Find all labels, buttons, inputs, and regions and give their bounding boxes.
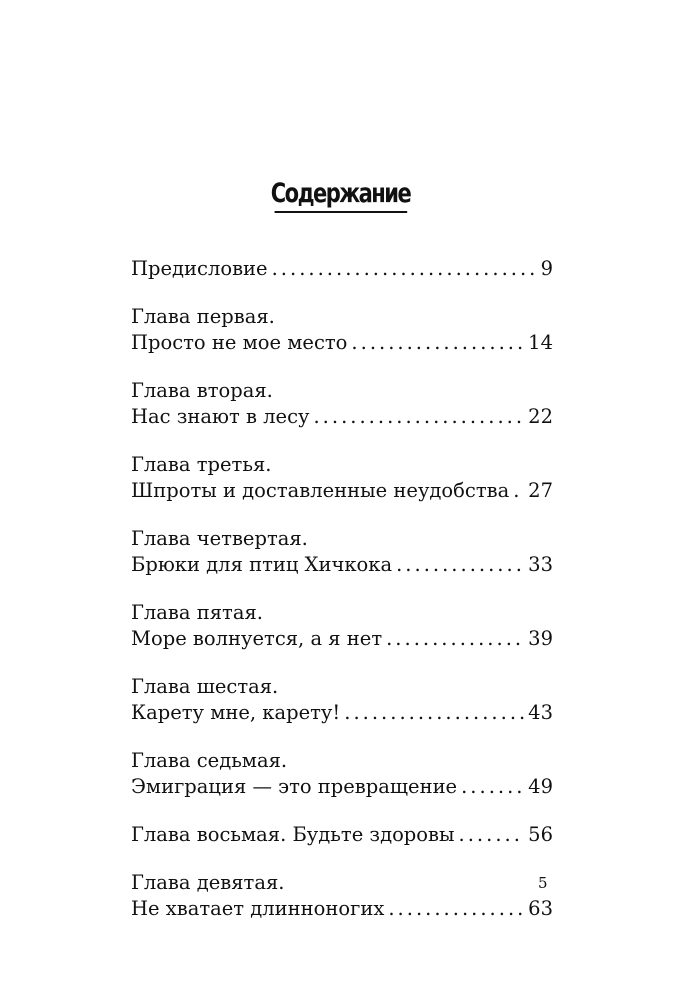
toc-line [131,626,553,652]
toc-line [131,822,553,848]
toc-entry-title: Глава восьмая. Будьте здоровы [131,823,455,846]
toc-entry-title: Не хватает длинноногих [131,897,385,920]
page-title [75,178,606,213]
toc-entry-chapter: Глава четвертая. [131,527,308,550]
toc-entry-chapter: Глава вторая. [131,379,273,402]
toc-entry-chapter-3[interactable] [131,452,553,504]
toc-entry-page: 39 [528,627,553,650]
toc-entry-chapter-4[interactable] [131,526,553,578]
toc-entry-page: 43 [528,701,553,724]
toc-entry-chapter: Глава третья. [131,453,272,476]
toc-entry-chapter: Глава седьмая. [131,749,288,772]
toc-entry-chapter: Глава шестая. [131,675,279,698]
toc-entry-title: Эмиграция — это превращение [131,775,458,798]
toc-line [131,256,553,282]
toc-entry-page: 27 [528,479,553,502]
toc-leader-dots [351,330,524,356]
toc-entry-chapter: Глава девятая. [131,871,285,894]
toc-entry-title: Брюки для птиц Хичкока [131,553,393,576]
toc-leader-dots [461,774,524,800]
toc-line [131,896,553,922]
toc-entry-chapter-6[interactable] [131,674,553,726]
toc-entry-page: 63 [528,897,553,920]
toc-leader-dots [388,896,524,922]
toc-leader-dots [513,478,524,504]
toc-line [131,330,553,356]
toc-entry-chapter: Глава пятая. [131,601,263,624]
toc-entry-title: Карету мне, карету! [131,701,341,724]
table-of-contents [131,256,553,944]
toc-entry-title: Шпроты и доставленные неудобства [131,479,510,502]
toc-entry-title: Море волнуется, а я нет [131,627,383,650]
toc-line [131,404,553,430]
page-number: 5 [538,874,548,892]
toc-line [131,774,553,800]
toc-line [131,700,553,726]
toc-leader-dots [313,404,524,430]
toc-entry-page: 49 [528,775,553,798]
page-title-text: Содержание [270,178,411,209]
toc-entry-chapter-2[interactable] [131,378,553,430]
toc-entry-page: 14 [528,331,553,354]
toc-line [131,478,553,504]
toc-entry-preface[interactable] [131,256,553,282]
toc-entry-page: 22 [528,405,553,428]
toc-leader-dots [344,700,524,726]
title-underline [274,211,407,213]
toc-entry-chapter-7[interactable] [131,748,553,800]
toc-line [131,552,553,578]
toc-leader-dots [386,626,524,652]
toc-entry-page: 33 [528,553,553,576]
toc-entry-title: Предисловие [131,257,268,280]
toc-entry-chapter-8[interactable] [131,822,553,848]
toc-leader-dots [459,822,525,848]
toc-entry-chapter: Глава первая. [131,305,275,328]
toc-entry-page: 9 [540,257,553,280]
toc-entry-chapter-1[interactable] [131,304,553,356]
toc-entry-page: 56 [528,823,553,846]
toc-entry-chapter-9[interactable] [131,870,553,922]
toc-leader-dots [272,256,537,282]
toc-entry-title: Просто не мое место [131,331,348,354]
toc-entry-chapter-5[interactable] [131,600,553,652]
toc-leader-dots [396,552,524,578]
toc-entry-title: Нас знают в лесу [131,405,310,428]
